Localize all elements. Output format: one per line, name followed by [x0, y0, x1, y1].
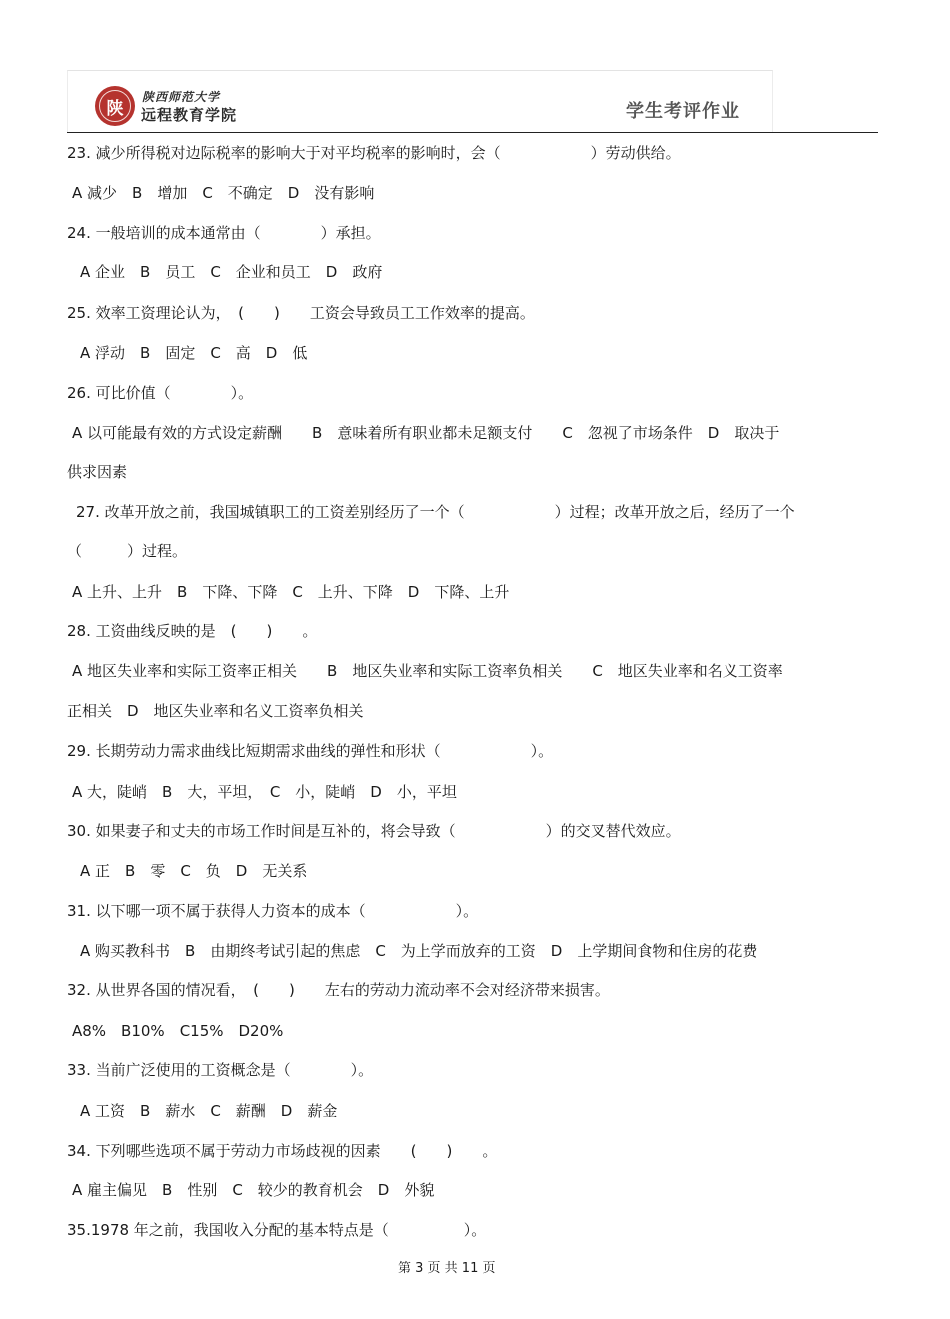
question-24-options: A 企业 B 员工 C 企业和员工 D 政府	[80, 263, 383, 281]
university-seal-icon	[95, 86, 135, 126]
question-29-options: A 大，陡峭 B 大，平坦， C 小，陡峭 D 小，平坦	[72, 783, 457, 801]
question-27-options: A 上升、上升 B 下降、下降 C 上升、下降 D 下降、上升	[72, 583, 510, 601]
question-27-cont: （ ）过程。	[67, 542, 188, 560]
question-29: 29. 长期劳动力需求曲线比短期需求曲线的弹性和形状（ ）。	[67, 742, 554, 760]
question-24: 24. 一般培训的成本通常由（ ）承担。	[67, 224, 381, 242]
question-30-options: A 正 B 零 C 负 D 无关系	[80, 862, 308, 880]
question-33: 33. 当前广泛使用的工资概念是（ ）。	[67, 1061, 374, 1079]
question-26-options: A 以可能最有效的方式设定薪酬 B 意味着所有职业都未足额支付 C 忽视了市场条件 D 取决于	[72, 424, 780, 442]
document-title: 学生考评作业	[626, 101, 740, 122]
page-number: 第 3 页 共 11 页	[398, 1261, 496, 1276]
question-28-options: A 地区失业率和实际工资率正相关 B 地区失业率和实际工资率负相关 C 地区失业率和名义工资率	[72, 662, 783, 680]
question-23-options: A 减少 B 增加 C 不确定 D 没有影响	[72, 184, 375, 202]
question-35: 35.1978 年之前，我国收入分配的基本特点是（ ）。	[67, 1221, 487, 1239]
question-25-options: A 浮动 B 固定 C 高 D 低	[80, 344, 308, 362]
question-33-options: A 工资 B 薪水 C 薪酬 D 薪金	[80, 1102, 338, 1120]
question-26-options-cont: 供求因素	[67, 463, 128, 481]
question-28: 28. 工资曲线反映的是 ( ) 。	[67, 622, 318, 640]
question-27: 27. 改革开放之前，我国城镇职工的工资差别经历了一个（ ）过程；改革开放之后，经历了一个	[76, 503, 795, 521]
question-26: 26. 可比价值（ ）。	[67, 384, 254, 402]
question-25: 25. 效率工资理论认为， ( ) 工资会导致员工工作效率的提高。	[67, 304, 535, 322]
question-31-options: A 购买教科书 B 由期终考试引起的焦虑 C 为上学而放弃的工资 D 上学期间食物和住房的花费	[80, 942, 758, 960]
question-32: 32. 从世界各国的情况看， ( ) 左右的劳动力流动率不会对经济带来损害。	[67, 981, 610, 999]
question-30: 30. 如果妻子和丈夫的市场工作时间是互补的，将会导致（ ）的交叉替代效应。	[67, 822, 681, 840]
question-31: 31. 以下哪一项不属于获得人力资本的成本（ ）。	[67, 902, 479, 920]
question-23: 23. 减少所得税对边际税率的影响大于对平均税率的影响时，会（ ）劳动供给。	[67, 144, 681, 162]
header-divider	[67, 132, 878, 133]
question-34: 34. 下列哪些选项不属于劳动力市场歧视的因素 ( ) 。	[67, 1142, 498, 1160]
question-28-options-cont: 正相关 D 地区失业率和名义工资率负相关	[67, 702, 364, 720]
question-34-options: A 雇主偏见 B 性别 C 较少的教育机会 D 外貌	[72, 1181, 435, 1199]
university-name: 陕西师范大学	[142, 90, 221, 104]
college-name: 远程教育学院	[141, 106, 238, 124]
seal-character: 陕	[99, 90, 131, 122]
question-32-options: A8% B10% C15% D20%	[72, 1022, 284, 1040]
